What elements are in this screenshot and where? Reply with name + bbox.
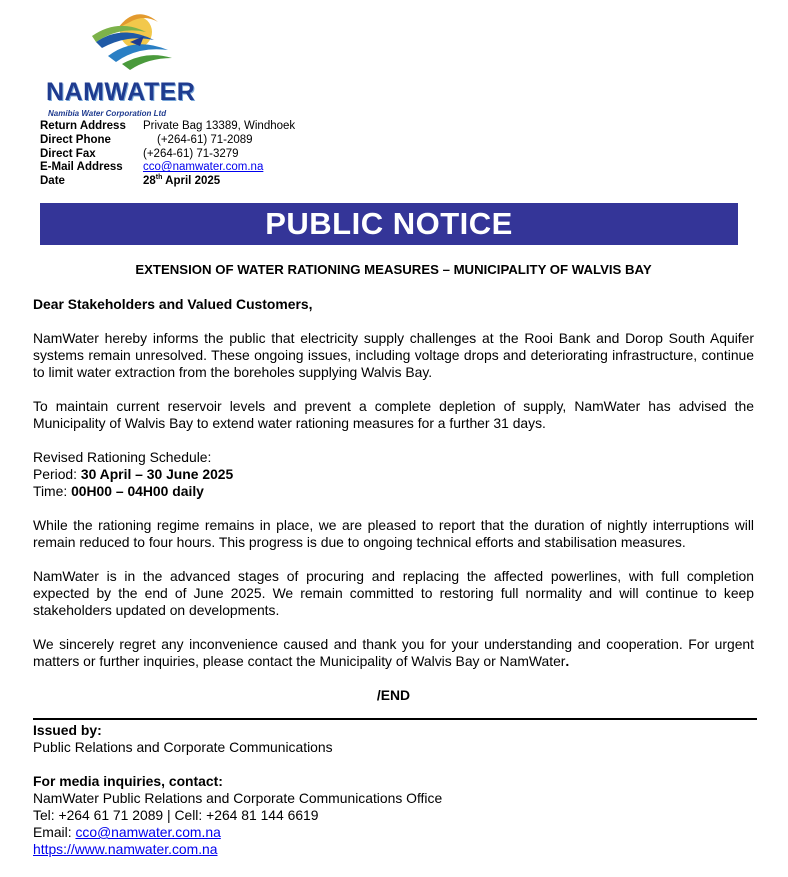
- date-label: Date: [40, 175, 65, 188]
- date-row: [40, 175, 295, 189]
- address-block: [40, 120, 295, 189]
- phone-label: Direct Phone: [40, 133, 111, 146]
- salutation: Dear Stakeholders and Valued Customers,: [33, 296, 313, 312]
- date-rest: April 2025: [162, 175, 221, 188]
- period-value: 30 April – 30 June 2025: [80, 466, 234, 482]
- return-address-row: [40, 120, 295, 134]
- date-value: [143, 175, 220, 189]
- date-suffix: th: [155, 174, 163, 182]
- issued-by-value: Public Relations and Corporate Communications: [33, 739, 333, 755]
- notice-subtitle: EXTENSION OF WATER RATIONING MEASURES – MUNICIPALITY OF WALVIS BAY: [135, 262, 652, 277]
- paragraph-4: NamWater is in the advanced stages of procuring and replacing the affected powerlines, with full completion expected by the end of June 2025. We remain committed to restoring full normality and will continue to keep stakeholders updated on developments.: [33, 568, 754, 618]
- issued-by-label: Issued by:: [33, 722, 102, 738]
- footer-email-link[interactable]: cco@namwater.com.na: [75, 824, 221, 840]
- paragraph-2: To maintain current reservoir levels and prevent a complete depletion of supply, NamWater has advised the Municipality of Walvis Bay to extend water rationing measures for a further 31 days.: [33, 398, 754, 431]
- public-notice-banner: PUBLIC NOTICE: [40, 203, 738, 245]
- phone-row: [40, 134, 295, 148]
- paragraph-1: NamWater hereby informs the public that electricity supply challenges at the Rooi Bank and Dorop South Aquifer systems remain unresolved. These ongoing issues, including voltage drops and deteriorating infrastructure, continue to limit water extraction from the boreholes supplying Walvis Bay.: [33, 330, 754, 380]
- period-label: Period:: [33, 466, 81, 482]
- brand-subtitle: Namibia Water Corporation Ltd: [48, 109, 167, 118]
- email-row: [40, 161, 295, 175]
- brand-name: NAMWATER: [46, 78, 196, 106]
- period-line: [33, 466, 754, 483]
- footer-block: [33, 722, 754, 858]
- phone-value: (+264-61) 71-2089: [157, 133, 253, 146]
- namwater-logo: [44, 6, 234, 118]
- paragraph-5-text: We sincerely regret any inconvenience caused and thank you for your understanding and cooperation. For urgent matters or further inquiries, please contact the Municipality of Walvis Bay or NamWater: [33, 636, 754, 669]
- paragraph-3: While the rationing regime remains in place, we are pleased to report that the duration of nightly interruptions will remain reduced to four hours. This progress is due to ongoing technical efforts and stabilisation measures.: [33, 517, 754, 550]
- website-link[interactable]: https://www.namwater.com.na: [33, 841, 218, 857]
- office-name: NamWater Public Relations and Corporate Communications Office: [33, 790, 443, 806]
- notice-body: [33, 296, 754, 704]
- time-label: Time:: [33, 483, 72, 499]
- paragraph-5-end: .: [565, 653, 570, 669]
- footer-divider: [33, 718, 757, 720]
- fax-row: [40, 148, 295, 162]
- contact-numbers: Tel: +264 61 71 2089 | Cell: +264 81 144 6619: [33, 807, 319, 823]
- email-link[interactable]: cco@namwater.com.na: [143, 161, 264, 174]
- return-address-label: Return Address: [40, 120, 126, 132]
- fax-label: Direct Fax: [40, 147, 96, 160]
- footer-email-line: [33, 824, 754, 841]
- return-address-value: Private Bag 13389, Windhoek: [143, 120, 296, 132]
- paragraph-5: [33, 636, 754, 670]
- fax-value: (+264-61) 71-3279: [143, 147, 239, 160]
- end-marker: /END: [376, 687, 411, 703]
- schedule-heading: Revised Rationing Schedule:: [33, 449, 212, 465]
- website-line: [33, 841, 754, 858]
- media-inquiries-label: For media inquiries, contact:: [33, 773, 223, 789]
- time-line: [33, 483, 754, 500]
- date-day: 28: [143, 175, 156, 188]
- water-emblem-icon: [88, 6, 178, 76]
- email-label: E-Mail Address: [40, 161, 123, 174]
- time-value: 00H00 – 04H00 daily: [71, 483, 204, 499]
- footer-email-label: Email:: [33, 824, 76, 840]
